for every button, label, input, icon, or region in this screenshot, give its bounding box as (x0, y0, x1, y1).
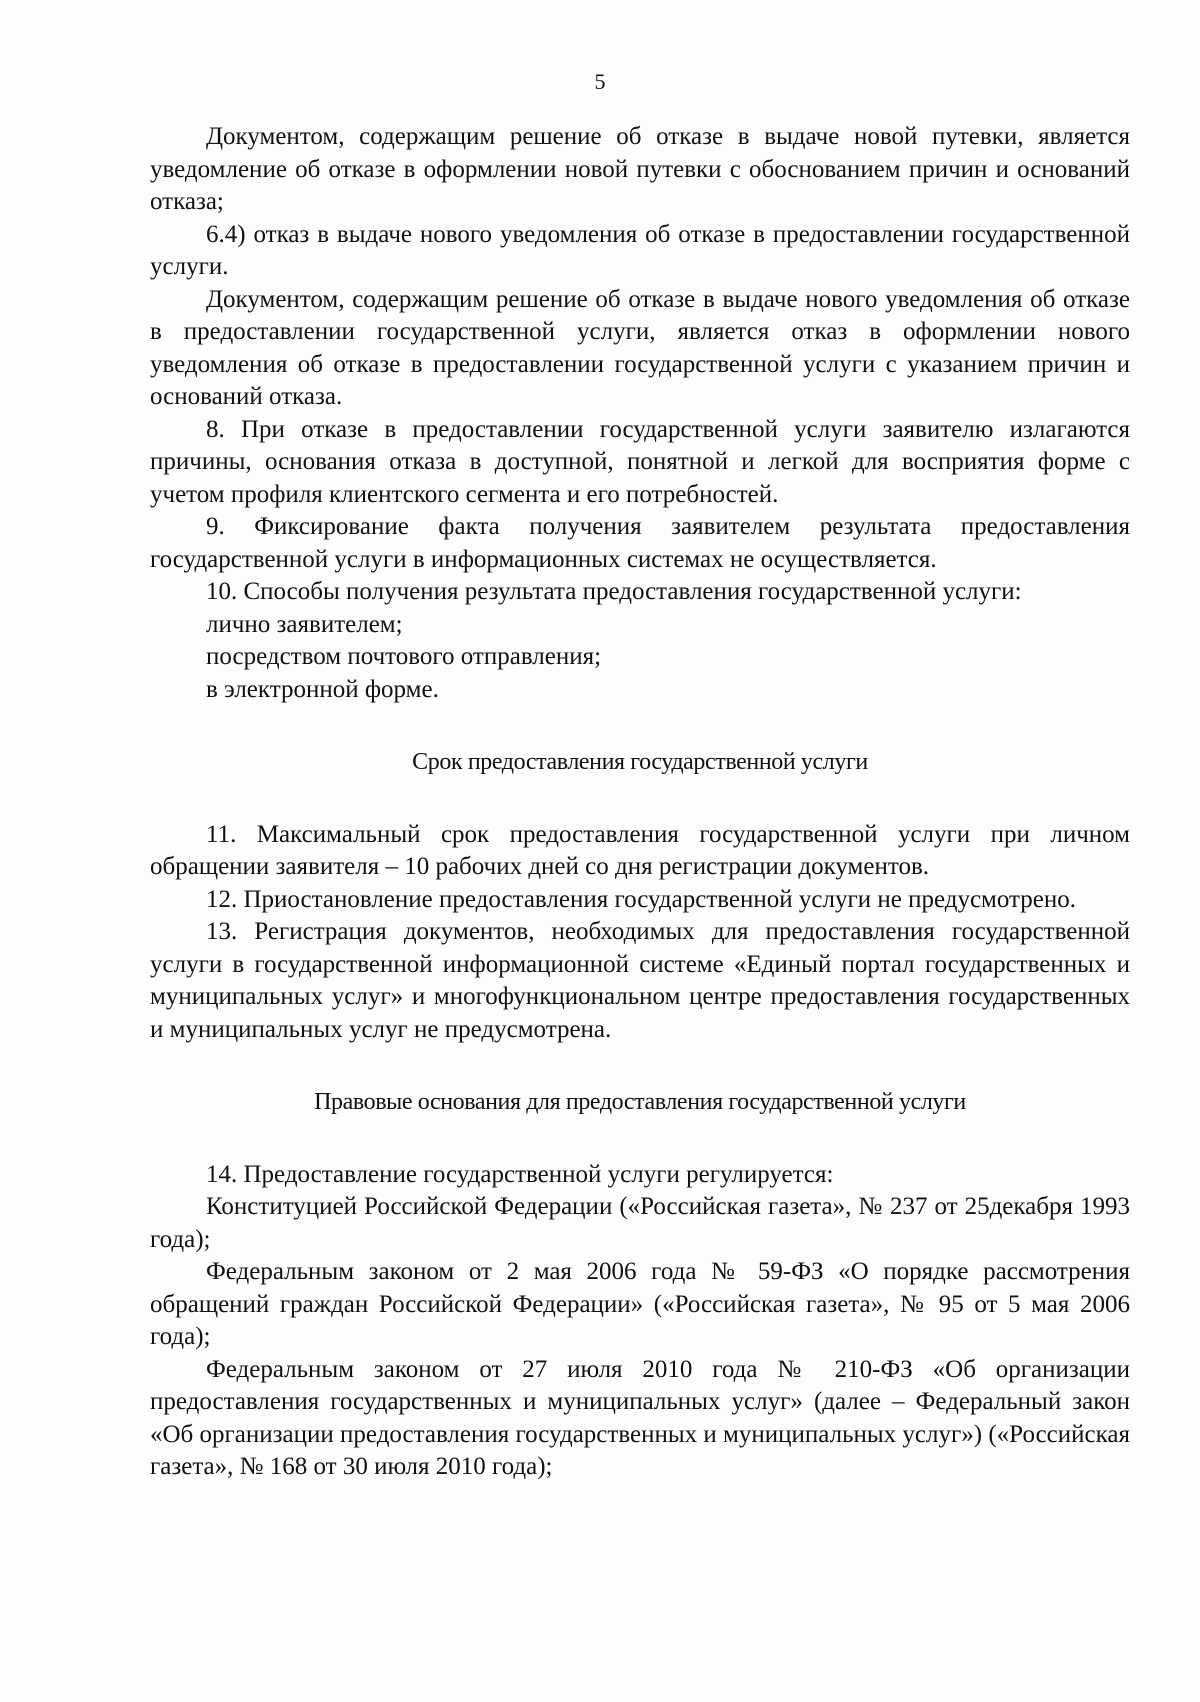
section-heading-legal-basis: Правовые основания для предоставления государственной услуги (314, 1089, 966, 1115)
paragraph-refusal-document: Документом, содержащим решение об отказе в выдаче новой путевки, является уведомление об отказе в оформлении новой путевки с обоснованием причин и оснований отказа; (150, 123, 1130, 215)
section-heading-term: Срок предоставления государственной услуги (412, 749, 868, 775)
list-item: в электронной форме. (206, 675, 439, 703)
paragraph-item-13: 13. Регистрация документов, необходимых для предоставления государственной услуги в государственной информационной системе «Единый портал государственных и муниципальных услуг» и многофункциональном центре предоставления государственных и муниципальных услуг не предусмотрена. (150, 918, 1130, 1043)
paragraph-law-59-fz: Федеральным законом от 2 мая 2006 года № 59-ФЗ «О порядке рассмотрения обращений граждан Российской Федерации» («Российская газета», № 95 от 5 мая 2006 года); (150, 1258, 1130, 1350)
paragraph-law-210-fz: Федеральным законом от 27 июля 2010 года № 210-ФЗ «Об организации предоставления государственных и муниципальных услуг» (далее – Федеральный закон «Об организации предоставления государственных и муниципальных услуг») («Российская газета», № 168 от 30 июля 2010 года); (150, 1355, 1130, 1480)
list-item: посредством почтового отправления; (206, 643, 602, 670)
page-number: 5 (594, 69, 606, 94)
paragraph-item-12: 12. Приостановление предоставления государственной услуги не предусмотрено. (206, 885, 1076, 913)
paragraph-refusal-notification-document: Документом, содержащим решение об отказе в выдаче нового уведомления об отказе в предоставлении государственной услуги, является отказ в оформлении нового уведомления об отказе в предоставлении государственной услуги с указанием причин и оснований отказа. (150, 285, 1130, 410)
paragraph-item-11: 11. Максимальный срок предоставления государственной услуги при личном обращении заявителя – 10 рабочих дней со дня регистрации документов. (150, 820, 1130, 880)
paragraph-item-8: 8. При отказе в предоставлении государственной услуги заявителю излагаются причины, основания отказа в доступной, понятной и легкой для восприятия форме с учетом профиля клиентского сегмента и его потребностей. (150, 415, 1130, 508)
paragraph-item-10: 10. Способы получения результата предоставления государственной услуги: (206, 578, 1022, 605)
document-body (150, 121, 1130, 1484)
paragraph-item-9: 9. Фиксирование факта получения заявителем результата предоставления государственной услуги в информационных системах не осуществляется. (150, 513, 1130, 573)
paragraph-item-14: 14. Предоставление государственной услуги регулируется: (206, 1160, 834, 1188)
list-item: лично заявителем; (206, 610, 403, 638)
paragraph-item-6-4: 6.4) отказ в выдаче нового уведомления об отказе в предоставлении государственной услуги. (150, 220, 1130, 280)
paragraph-constitution: Конституцией Российской Федерации («Российская газета», № 237 от 25декабря 1993 года); (150, 1193, 1130, 1253)
